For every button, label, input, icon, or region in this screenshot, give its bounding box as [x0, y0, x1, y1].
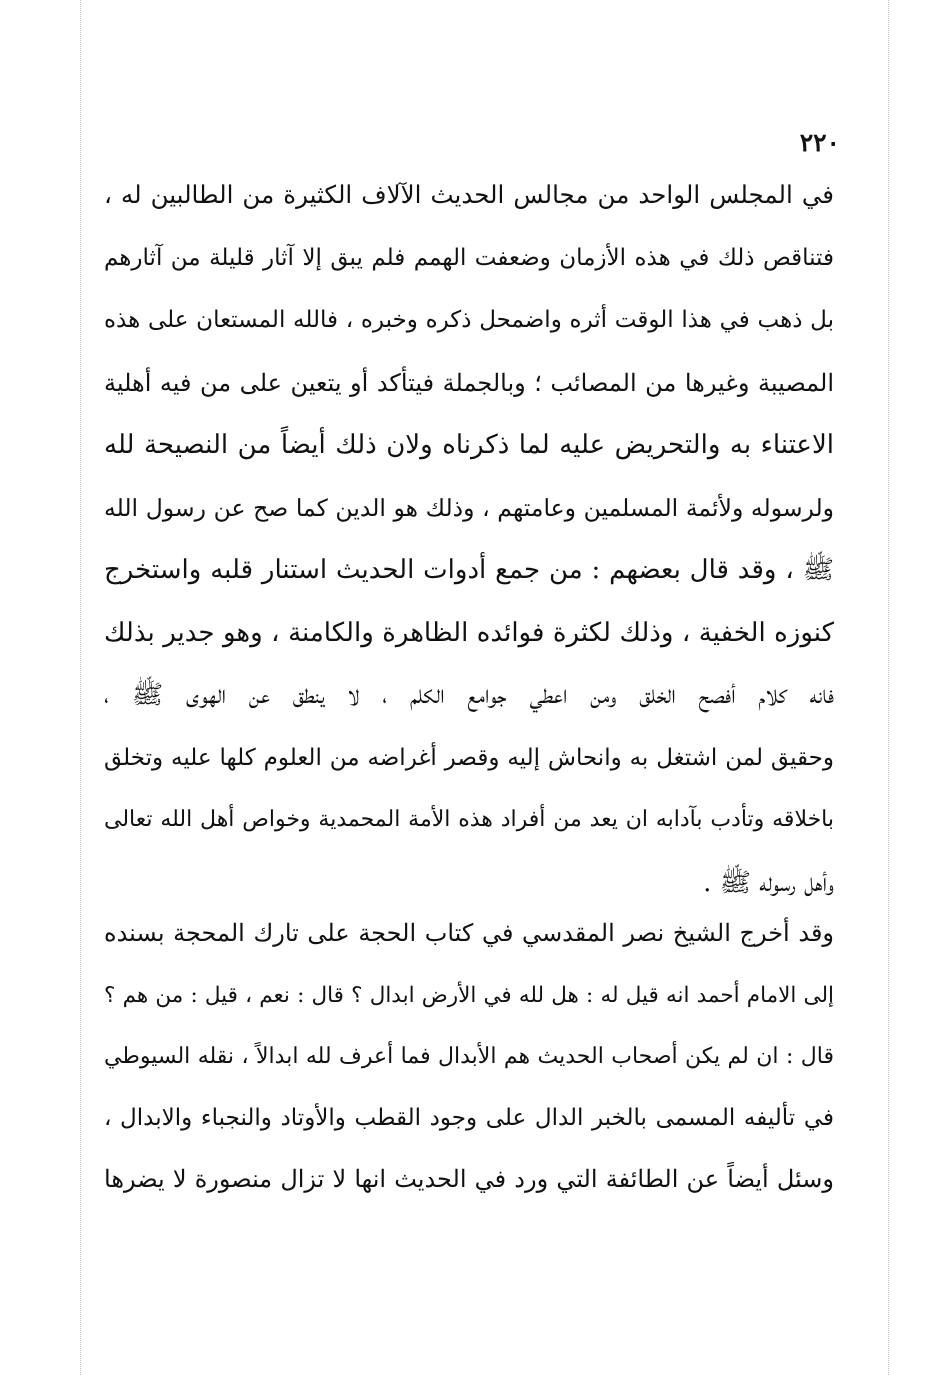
- text-line: وقد أخرج الشيخ نصر المقدسي في كتاب الحجة على تارك المحجة بسنده: [104, 919, 834, 947]
- text-line: فانه كلام أفصح الخلق ومن اعطي جوامع الكلم ، لا ينطق عن الهوى ﷺ ،: [104, 680, 834, 710]
- paragraph-2: [104, 903, 834, 1211]
- text-line: في المجلس الواحد من مجالس الحديث الآلاف الكثيرة من الطالبين له ،: [104, 180, 834, 209]
- text-line: بل ذهب في هذا الوقت أثره واضمحل ذكره وخبره ، فالله المستعان على هذه: [104, 307, 834, 333]
- text-line: الاعتناء به والتحريض عليه لما ذكرناه ولان ذلك أيضاً من النصيحة لله: [104, 430, 834, 460]
- paragraph-1: [104, 164, 834, 914]
- text-line: ﷺ ، وقد قال بعضهم : من جمع أدوات الحديث استنار قلبه واستخرج: [104, 555, 834, 585]
- right-margin-guide: [888, 0, 889, 1375]
- text-line: وسئل أيضاً عن الطائفة التي ورد في الحديث انها لا تزال منصورة لا يضرها: [104, 1165, 834, 1193]
- text-line: في تأليفه المسمى بالخبر الدال على وجود القطب والأوتاد والنجباء والابدال ،: [104, 1104, 834, 1131]
- text-line: كنوزه الخفية ، وذلك لكثرة فوائده الظاهرة والكامنة ، وهو جدير بذلك: [104, 617, 834, 648]
- page-number: ٢٢٠: [799, 128, 840, 157]
- text-line: فتناقص ذلك في هذه الأزمان وضعفت الهمم فلم يبق إلا آثار قليلة من آثارهم: [104, 244, 834, 271]
- left-margin-guide: [80, 0, 81, 1375]
- text-line: إلى الامام أحمد انه قيل له : هل لله في الأرض ابدال ؟ قال : نعم ، قيل : من هم ؟: [104, 982, 834, 1008]
- text-line: باخلاقه وتأدب بآدابه ان يعد من أفراد هذه الأمة المحمدية وخواص أهل الله تعالى: [104, 807, 834, 832]
- text-line: المصيبة وغيرها من المصائب ؛ وبالجملة فيتأكد أو يتعين على من فيه أهلية: [104, 368, 834, 397]
- text-line: وحقيق لمن اشتغل به وانحاش إليه وقصر أغراضه من العلوم كلها عليه وتخلق: [104, 744, 834, 771]
- text-line: قال : ان لم يكن أصحاب الحديث هم الأبدال فما أعرف لله ابدالاً ، نقله السيوطي: [104, 1044, 834, 1069]
- text-line: ولرسوله ولأئمة المسلمين وعامتهم ، وذلك هو الدين كما صح عن رسول الله: [104, 493, 834, 522]
- text-line: وأهل رسوله ﷺ .: [703, 867, 834, 898]
